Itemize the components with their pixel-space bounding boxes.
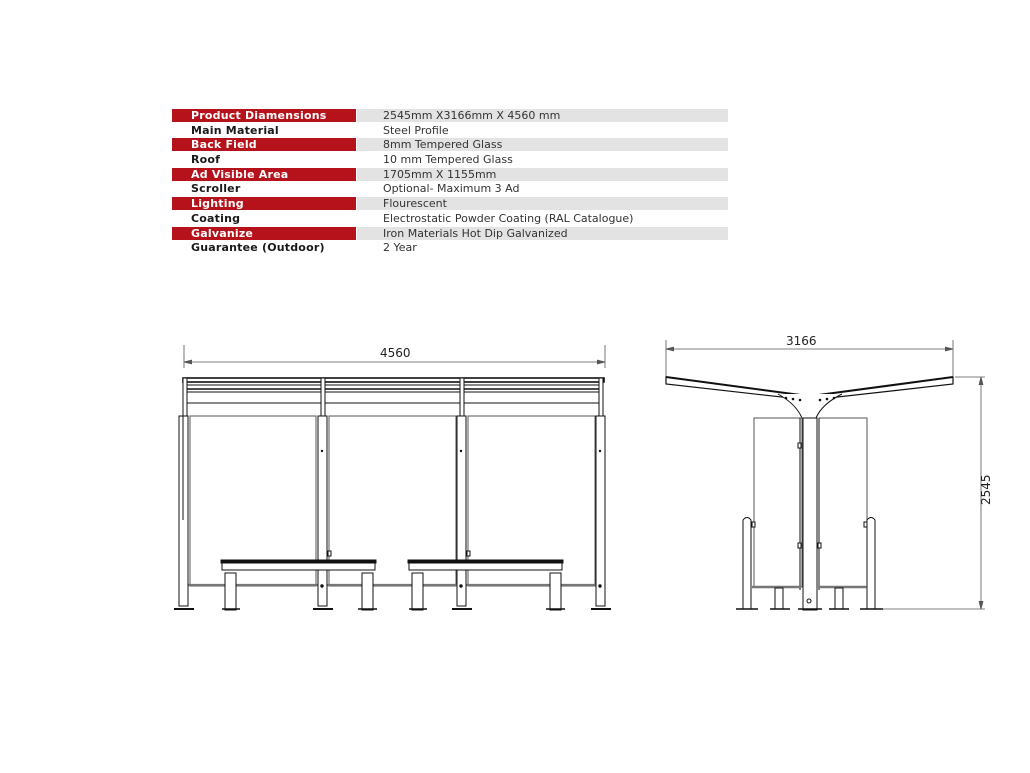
spec-value: Electrostatic Powder Coating (RAL Catalogue) <box>383 211 634 225</box>
spec-label: Back Field <box>172 138 356 151</box>
spec-value: 2545mm X3166mm X 4560 mm <box>357 109 728 122</box>
front-view-drawing <box>174 345 611 610</box>
spec-value: 8mm Tempered Glass <box>357 138 728 151</box>
spec-value: Iron Materials Hot Dip Galvanized <box>357 227 728 240</box>
spec-value: 10 mm Tempered Glass <box>383 153 513 167</box>
spec-value: Flourescent <box>357 197 728 210</box>
spec-label: Coating <box>191 211 241 225</box>
width-dimension-label: 4560 <box>380 346 411 360</box>
height-dimension-label: 2545 <box>979 474 993 505</box>
spec-value: Optional- Maximum 3 Ad <box>383 182 520 196</box>
height-dimension-line <box>870 377 985 609</box>
spec-label: Scroller <box>191 182 241 196</box>
spec-value: Steel Profile <box>383 123 449 137</box>
side-view-drawing <box>666 334 993 610</box>
spec-label: Product Diamensions <box>172 109 356 122</box>
spec-value: 1705mm X 1155mm <box>357 168 728 181</box>
spec-value: 2 Year <box>383 241 417 255</box>
spec-label: Lighting <box>172 197 356 210</box>
spec-label: Galvanize <box>172 227 356 240</box>
spec-label: Roof <box>191 153 221 167</box>
spec-label: Ad Visible Area <box>172 168 356 181</box>
spec-label: Guarantee (Outdoor) <box>191 241 325 255</box>
spec-label: Main Material <box>191 123 279 137</box>
depth-dimension-label: 3166 <box>786 334 817 348</box>
